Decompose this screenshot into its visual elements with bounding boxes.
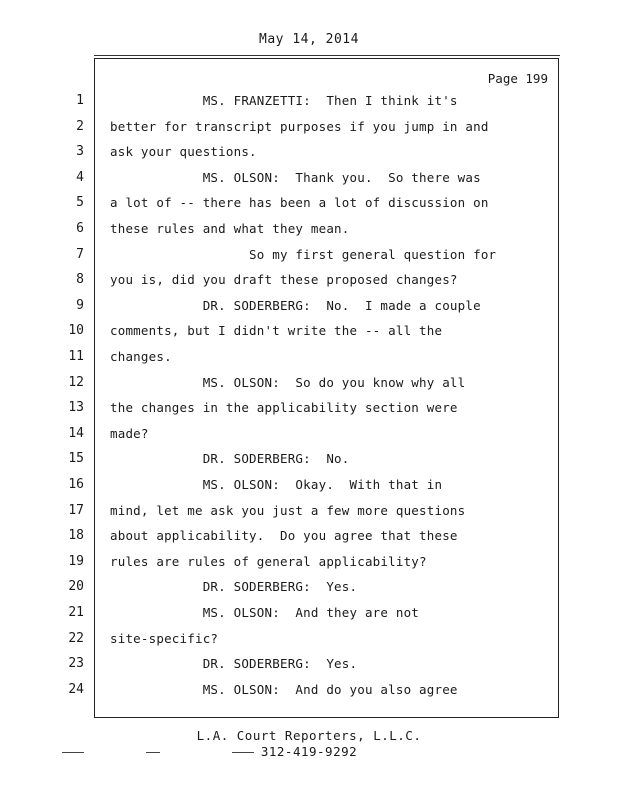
transcript-line-text: So my first general question for	[110, 247, 497, 262]
line-number: 5	[76, 195, 84, 210]
transcript-line-text: DR. SODERBERG: No.	[110, 451, 350, 466]
court-reporter-phone: 312-419-9292	[260, 744, 358, 759]
transcript-line-text: a lot of -- there has been a lot of discussion on	[110, 195, 489, 210]
transcript-line-text: comments, but I didn't write the -- all the	[110, 323, 443, 338]
transcript-line-text: better for transcript purposes if you jump in and	[110, 119, 489, 134]
line-number: 16	[68, 477, 84, 492]
line-number: 19	[68, 554, 84, 569]
transcript-date: May 14, 2014	[259, 32, 359, 47]
line-number: 7	[76, 247, 84, 262]
footer-dash-left	[62, 752, 84, 753]
line-number: 11	[68, 349, 84, 364]
transcript-line-text: DR. SODERBERG: Yes.	[110, 579, 358, 594]
line-number: 3	[76, 144, 84, 159]
line-number: 2	[76, 119, 84, 134]
court-reporter-name: L.A. Court Reporters, L.L.C.	[196, 728, 422, 743]
line-number: 1	[76, 93, 84, 108]
transcript-line-text: MS. OLSON: Okay. With that in	[110, 477, 443, 492]
line-number: 17	[68, 503, 84, 518]
transcript-line-text: MS. OLSON: And they are not	[110, 605, 420, 620]
line-number: 6	[76, 221, 84, 236]
transcript-line-text: the changes in the applicability section were	[110, 400, 458, 415]
footer-dash-mid	[146, 752, 160, 753]
transcript-line-text: DR. SODERBERG: Yes.	[110, 656, 358, 671]
footer-dash-right	[232, 752, 254, 753]
transcript-line-text: about applicability. Do you agree that these	[110, 528, 458, 543]
transcript-line-text: rules are rules of general applicability?	[110, 554, 427, 569]
line-number: 4	[76, 170, 84, 185]
line-number: 24	[68, 682, 84, 697]
transcript-line-text: DR. SODERBERG: No. I made a couple	[110, 298, 481, 313]
page-number: Page 199	[487, 71, 548, 86]
transcript-line-text: these rules and what they mean.	[110, 221, 350, 236]
line-number: 8	[76, 272, 84, 287]
line-number: 21	[68, 605, 84, 620]
line-number: 9	[76, 298, 84, 313]
line-number: 12	[68, 375, 84, 390]
transcript-line-text: site-specific?	[110, 631, 219, 646]
line-number: 10	[68, 323, 84, 338]
transcript-line-text: changes.	[110, 349, 172, 364]
line-number: 22	[68, 631, 84, 646]
transcript-line-text: MS. OLSON: Thank you. So there was	[110, 170, 481, 185]
transcript-line-text: MS. FRANZETTI: Then I think it's	[110, 93, 458, 108]
transcript-line-text: made?	[110, 426, 149, 441]
line-number: 23	[68, 656, 84, 671]
transcript-line-text: ask your questions.	[110, 144, 257, 159]
transcript-line-text: mind, let me ask you just a few more questions	[110, 503, 466, 518]
line-number: 20	[68, 579, 84, 594]
transcript-line-text: MS. OLSON: And do you also agree	[110, 682, 458, 697]
transcript-line-text: you is, did you draft these proposed changes?	[110, 272, 458, 287]
transcript-line-text: MS. OLSON: So do you know why all	[110, 375, 466, 390]
line-number: 18	[68, 528, 84, 543]
line-number: 15	[68, 451, 84, 466]
line-number: 14	[68, 426, 84, 441]
line-number: 13	[68, 400, 84, 415]
